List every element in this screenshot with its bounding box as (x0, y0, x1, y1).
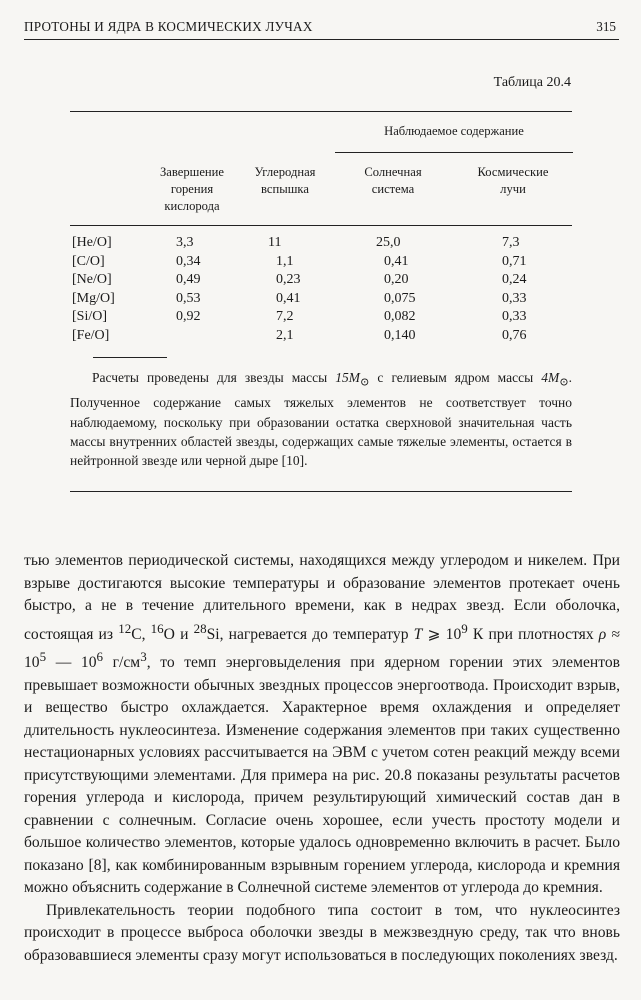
value-cell: 0,92 (176, 309, 201, 325)
text-run: , то темп энерговыделения при ядерном горении этих элементов превышает возможности обычных звездных процессов энергоотвода. Происходит взрыв, и вещество быстро охлаждается. Характерное время охлаждения и определяет длительность нуклеосинтеза. Изменение содержания элементов при таких существенно нестационарных условиях рассчитывается на ЭВМ с учетом сотен реакций между всеми присутствующими элементами. Для примера на рис. 20.8 показаны результаты расчетов горения углерода и кислорода, причем результирующий химический состав дан в сравнении с солнечным. Согласие очень хорошее, если учесть простоту модели и большое количество элементов, которые удалось одновременно включить в расчет. Было показано [8], как комбинированным взрывным горением углерода, кислорода и кремния можно объяснить содержание в Солнечной системе элементов от углерода до кремния. (24, 654, 621, 897)
value-cell: 0,41 (384, 253, 409, 269)
text-run: , нагревается до температур (219, 625, 414, 643)
element-symbol: C (131, 625, 142, 643)
temperature-symbol: T (413, 625, 423, 643)
value-cell: 0,33 (502, 309, 527, 325)
value-cell: 7,3 (502, 235, 520, 250)
value-cell: 0,49 (176, 272, 201, 288)
footnote-text: . Полученное содержание самых тяжелых элементов не соответствует точно наблюдаемому, поскольку при образовании остатка сверхновой значительная часть массы внутренних областей звезды, содержащих самые тяжелые элементы, остается в нейтронной звезде или черной дыре [10]. (70, 370, 572, 469)
table-row (72, 327, 572, 346)
footnote-rule (93, 357, 167, 358)
table-row (72, 308, 572, 327)
table-row (72, 234, 572, 253)
value-cell: 0,140 (384, 327, 416, 343)
text-run: , (141, 625, 151, 643)
text-run: г/см (103, 654, 141, 672)
text-run: ≈ 10 (24, 625, 620, 672)
abundance-table (72, 234, 572, 346)
mass-number: 12 (118, 620, 132, 636)
table-footnote (70, 368, 572, 471)
table-top-rule (70, 111, 572, 112)
ratio-cell: [Mg/O] (72, 290, 115, 306)
ratio-cell: [Si/O] (72, 309, 107, 325)
group-header: Наблюдаемое содержание (384, 124, 524, 138)
value-cell: 1,1 (276, 253, 294, 269)
value-cell: 0,41 (276, 290, 301, 306)
value-cell: 2,1 (276, 327, 294, 343)
footnote-text: с гелиевым ядром массы (369, 370, 542, 385)
text-run: — 10 (46, 654, 97, 672)
footnote-text: Расчеты проведены для звезды массы (92, 370, 336, 385)
mass-number: 28 (193, 620, 207, 636)
value-cell: 11 (268, 235, 282, 250)
exponent: 9 (461, 620, 468, 636)
column-header: Солнечная система (364, 165, 422, 196)
sun-symbol: ⊙ (559, 376, 569, 389)
table-header-rule (70, 225, 572, 226)
ratio-cell: [C/O] (72, 253, 105, 269)
value-cell: 0,20 (384, 272, 409, 288)
table-row (72, 290, 572, 309)
ratio-cell: [He/O] (72, 235, 112, 250)
paragraph: Привлекательность теории подобного типа состоит в том, что нуклеосинтез происходит в процессе выброса оболочки звезды в межзвездную среду, так что вновь образовавшиеся элементы сразу могут использоваться в последующих поколениях звезд. (24, 901, 620, 964)
value-cell: 0,23 (276, 272, 301, 288)
element-symbol: O (163, 625, 175, 643)
value-cell: 0,76 (502, 327, 527, 343)
value-cell: 0,33 (502, 290, 527, 306)
page-number: 315 (596, 19, 616, 34)
exponent: 5 (39, 649, 47, 665)
text-run: ⩾ 10 (422, 625, 462, 643)
value-cell: 0,075 (384, 290, 416, 306)
table-row (72, 253, 572, 272)
element-symbol: Si (206, 625, 220, 643)
table-row (72, 271, 572, 290)
column-header: Космические лучи (477, 165, 549, 196)
mass-symbol: 15M (335, 370, 360, 385)
header-rule (24, 39, 619, 40)
mass-number: 16 (150, 620, 164, 636)
text-run: К при плотностях (467, 625, 599, 643)
value-cell: 0,71 (502, 253, 527, 269)
density-symbol: ρ (598, 625, 607, 643)
running-head: ПРОТОНЫ И ЯДРА В КОСМИЧЕСКИХ ЛУЧАХ (24, 19, 313, 34)
group-header-rule (335, 152, 573, 153)
value-cell (176, 327, 268, 346)
table-caption: Таблица 20.4 (493, 75, 571, 90)
paragraph (24, 550, 620, 900)
page-header (24, 19, 616, 39)
body-text (24, 550, 620, 967)
sun-symbol: ⊙ (359, 376, 370, 389)
exponent: 3 (140, 649, 147, 665)
value-cell: 0,082 (384, 309, 416, 325)
value-cell: 0,24 (502, 272, 527, 288)
value-cell: 0,34 (176, 253, 201, 269)
mass-symbol: 4M (541, 370, 560, 385)
text-run: тью элементов периодической системы, находящихся между углеродом и никелем. При взрыве достигаются высокие температуры и образование элементов протекает очень быстро, а не в течение длительного времени, как в недрах звезд. Если оболочка, состоящая из (24, 552, 620, 643)
text-run: и (174, 625, 194, 643)
value-cell: 0,53 (176, 290, 201, 306)
ratio-cell: [Fe/O] (72, 327, 110, 343)
table-bottom-rule (70, 491, 572, 492)
exponent: 6 (96, 649, 104, 665)
value-cell: 3,3 (176, 235, 194, 250)
value-cell: 7,2 (276, 309, 294, 325)
column-header: Углеродная вспышка (254, 165, 316, 196)
ratio-cell: [Ne/O] (72, 272, 112, 288)
value-cell: 25,0 (376, 235, 401, 250)
column-header: Завершение горения кислорода (159, 165, 224, 213)
